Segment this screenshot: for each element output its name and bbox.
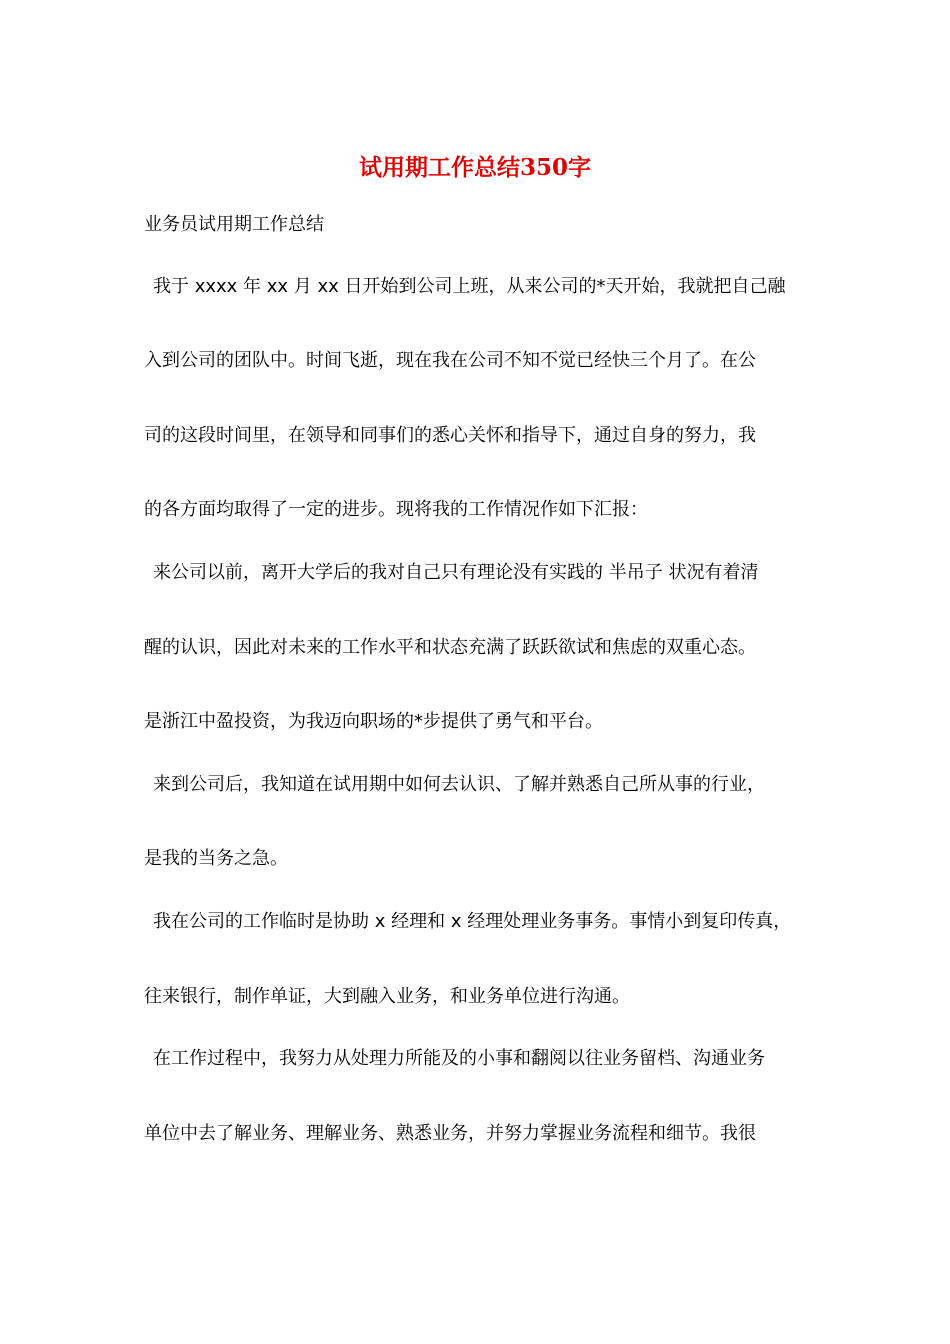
paragraph-line: 醒的认识，因此对未来的工作水平和状态充满了跃跃欲试和焦虑的双重心态。 bbox=[144, 637, 756, 658]
paragraph-line: 是我的当务之急。 bbox=[144, 848, 288, 869]
paragraph-line: 的各方面均取得了一定的进步。现将我的工作情况作如下汇报： bbox=[144, 499, 648, 520]
paragraph-line: 往来银行，制作单证，大到融入业务，和业务单位进行沟通。 bbox=[144, 986, 630, 1007]
paragraph-line: 是浙江中盈投资，为我迈向职场的*步提供了勇气和平台。 bbox=[144, 711, 603, 732]
paragraph-line: 我于 xxxx 年 xx 月 xx 日开始到公司上班，从来公司的*天开始，我就把自己融 bbox=[153, 276, 786, 297]
paragraph-line: 入到公司的团队中。时间飞逝，现在我在公司不知不觉已经快三个月了。在公 bbox=[144, 350, 756, 371]
paragraph-line: 单位中去了解业务、理解业务、熟悉业务，并努力掌握业务流程和细节。我很 bbox=[144, 1123, 756, 1144]
paragraph-line: 在工作过程中，我努力从处理力所能及的小事和翻阅以往业务留档、沟通业务 bbox=[153, 1048, 765, 1069]
document-title: 试用期工作总结350字 bbox=[358, 154, 591, 181]
document-subtitle: 业务员试用期工作总结 bbox=[144, 214, 324, 235]
paragraph-line: 来公司以前，离开大学后的我对自己只有理论没有实践的 半吊子 状况有着清 bbox=[153, 562, 759, 583]
paragraph-line: 来到公司后，我知道在试用期中如何去认识、了解并熟悉自己所从事的行业， bbox=[153, 774, 765, 795]
paragraph-line: 司的这段时间里，在领导和同事们的悉心关怀和指导下，通过自身的努力，我 bbox=[144, 425, 756, 446]
paragraph-line: 我在公司的工作临时是协助 x 经理和 x 经理处理业务事务。事情小到复印传真， bbox=[153, 911, 792, 932]
